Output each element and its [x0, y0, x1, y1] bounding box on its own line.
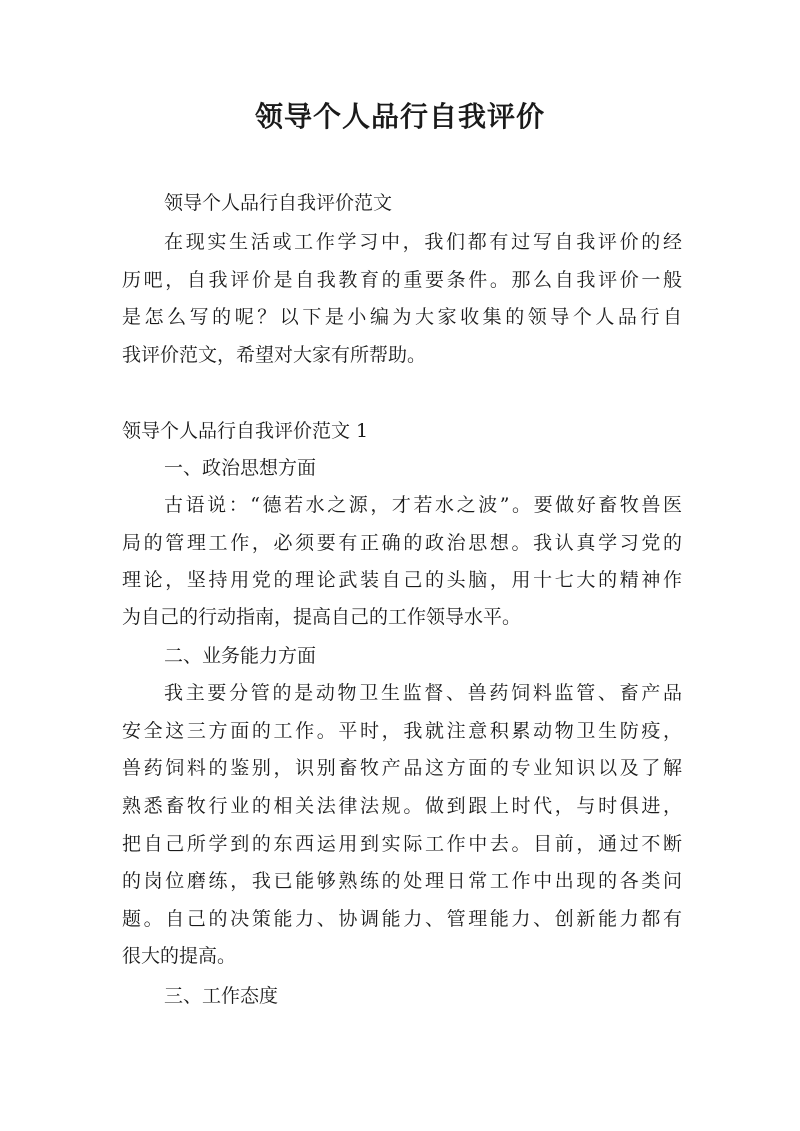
paragraph-line: 的岗位磨练，我已能够熟练的处理日常工作中出现的各类问: [122, 870, 682, 892]
intro-line: 是怎么写的呢？以下是小编为大家收集的领导个人品行自: [122, 306, 682, 328]
intro-line: 历吧，自我评价是自我教育的重要条件。那么自我评价一般: [122, 269, 682, 291]
section-heading-attitude: 三、工作态度: [164, 985, 279, 1007]
paragraph-line: 熟悉畜牧行业的相关法律法规。做到跟上时代，与时俱进，: [122, 795, 682, 817]
paragraph-line: 很大的提高。: [122, 945, 237, 967]
paragraph-line: 理论，坚持用党的理论武装自己的头脑，用十七大的精神作: [122, 569, 682, 591]
intro-line: 在现实生活或工作学习中，我们都有过写自我评价的经: [164, 231, 682, 253]
paragraph-line: 安全这三方面的工作。平时，我就注意积累动物卫生防疫，: [122, 720, 682, 742]
paragraph-line: 兽药饲料的鉴别，识别畜牧产品这方面的专业知识以及了解: [122, 757, 682, 779]
document-title: 领导个人品行自我评价: [254, 100, 545, 133]
intro-heading: 领导个人品行自我评价范文: [164, 192, 393, 214]
section-heading-politics: 一、政治思想方面: [164, 457, 317, 479]
paragraph-line: 为自己的行动指南，提高自己的工作领导水平。: [122, 606, 522, 628]
paragraph-line: 古语说：“德若水之源，才若水之波”。要做好畜牧兽医: [164, 494, 682, 516]
paragraph-line: 我主要分管的是动物卫生监督、兽药饲料监管、畜产品: [164, 682, 682, 704]
intro-line: 我评价范文，希望对大家有所帮助。: [122, 344, 427, 366]
paragraph-line: 题。自己的决策能力、协调能力、管理能力、创新能力都有: [122, 908, 682, 930]
section-title: 领导个人品行自我评价范文 1: [122, 420, 369, 442]
section-heading-business: 二、业务能力方面: [164, 645, 317, 667]
paragraph-line: 把自己所学到的东西运用到实际工作中去。目前，通过不断: [122, 833, 682, 855]
paragraph-line: 局的管理工作，必须要有正确的政治思想。我认真学习党的: [122, 532, 682, 554]
